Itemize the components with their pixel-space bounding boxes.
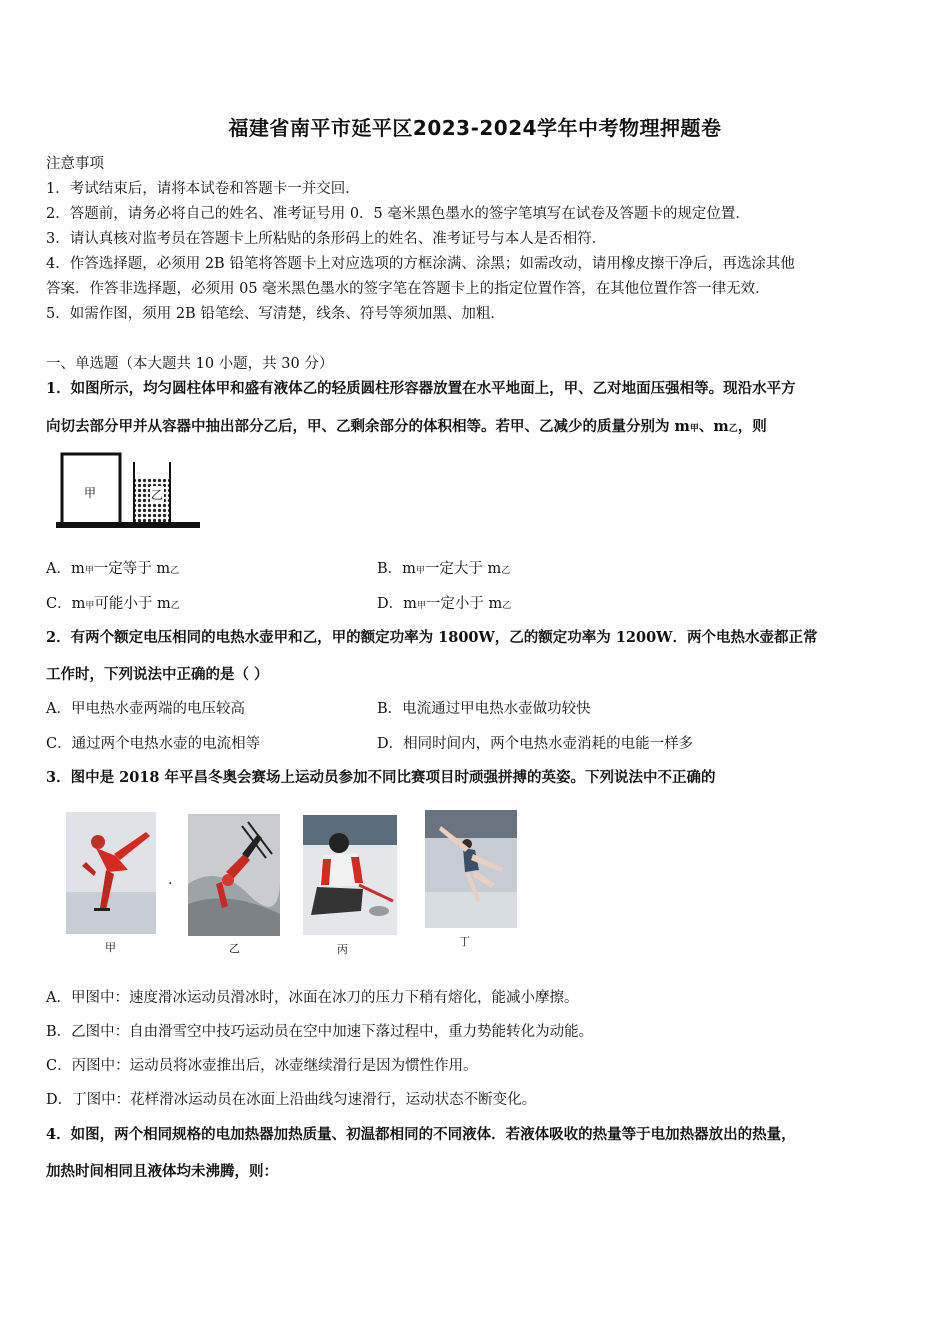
option-text: A．m xyxy=(46,561,85,577)
q2-option-d[interactable]: D．相同时间内，两个电热水壶消耗的电能一样多 xyxy=(377,736,694,752)
q3-option-d[interactable]: D．丁图中：花样滑冰运动员在冰面上沿曲线匀速滑行，运动状态不断变化。 xyxy=(46,1092,537,1108)
photo-aerial-skier xyxy=(188,814,280,936)
notice-item-5: 5．如需作图，须用 2B 铅笔绘、写清楚，线条、符号等须加黑、加粗． xyxy=(46,306,505,322)
subscript: 乙 xyxy=(501,566,511,576)
q1-option-c[interactable] xyxy=(46,592,180,613)
q2-stem-line1: 2．有两个额定电压相同的电热水壶甲和乙，甲的额定功率为 1800W，乙的额定功率为 1200W．两个电热水壶都正常 xyxy=(46,629,818,646)
option-text: 可能小于 m xyxy=(94,596,171,612)
subscript: 甲 xyxy=(85,601,95,611)
option-text: 一定小于 m xyxy=(425,596,503,612)
notice-item-3: 3．请认真核对监考员在答题卡上所粘贴的条形码上的姓名、准考证号与本人是否相符． xyxy=(46,231,607,247)
subscript: 乙 xyxy=(502,601,512,611)
q3-option-c[interactable]: C．丙图中：运动员将冰壶推出后，冰壶继续滑行是因为惯性作用。 xyxy=(46,1058,478,1074)
notice-item-2: 2．答题前，请务必将自己的姓名、准考证号用 0．5 毫米黑色墨水的签字笔填写在试卷及答题卡的规定位置． xyxy=(46,206,750,222)
q3-option-a[interactable]: A．甲图中：速度滑冰运动员滑冰时，冰面在冰刀的压力下稍有熔化，能减小摩擦。 xyxy=(46,990,579,1006)
subscript: 甲 xyxy=(689,424,699,434)
q1-stem-line2 xyxy=(46,415,767,436)
separator-dot: · xyxy=(168,876,173,892)
q2-option-a[interactable]: A．甲电热水壶两端的电压较高 xyxy=(46,701,245,717)
q2-stem-line2: 工作时，下列说法中正确的是（ ） xyxy=(46,666,269,683)
q3-option-b[interactable]: B．乙图中：自由滑雪空中技巧运动员在空中加速下落过程中，重力势能转化为动能。 xyxy=(46,1024,594,1040)
option-text: D．m xyxy=(377,596,417,612)
q1-stem-line1: 1．如图所示，均匀圆柱体甲和盛有液体乙的轻质圆柱形容器放置在水平地面上，甲、乙对地面压强相等。现沿水平方 xyxy=(46,380,796,397)
subscript: 乙 xyxy=(170,601,180,611)
option-text: B．m xyxy=(377,561,416,577)
photo-curling xyxy=(303,815,397,935)
q2-option-b[interactable]: B．电流通过甲电热水壶做功较快 xyxy=(377,701,591,717)
subscript: 乙 xyxy=(170,566,180,576)
option-text: 一定等于 m xyxy=(93,561,171,577)
notice-item-4-cont: 答案．作答非选择题，必须用 05 毫米黑色墨水的签字笔在答题卡上的指定位置作答，在其他位置作答一律无效． xyxy=(46,281,770,297)
photo-speed-skater xyxy=(66,812,156,934)
q1-option-d[interactable] xyxy=(377,592,511,613)
subscript: 甲 xyxy=(415,566,425,576)
photo-caption-ding: 丁 xyxy=(459,935,470,948)
ground xyxy=(56,522,200,528)
photo-figure-skater xyxy=(425,810,517,928)
subscript: 甲 xyxy=(416,601,426,611)
q4-stem-line2: 加热时间相同且液体均未沸腾，则： xyxy=(46,1163,278,1180)
fig-label-jia: 甲 xyxy=(84,486,97,500)
subscript: 乙 xyxy=(728,424,738,434)
option-text: 一定大于 m xyxy=(424,561,502,577)
notice-heading: 注意事项 xyxy=(46,156,104,172)
q1-option-b[interactable] xyxy=(377,557,510,578)
q1-cylinder-figure xyxy=(52,448,204,534)
q4-stem-line1: 4．如图，两个相同规格的电加热器加热质量、初温都相同的不同液体．若液体吸收的热量等于电加热器放出的热量， xyxy=(46,1126,796,1143)
q1-text: 、m xyxy=(698,418,729,435)
q2-option-c[interactable]: C．通过两个电热水壶的电流相等 xyxy=(46,736,261,752)
subscript: 甲 xyxy=(84,566,94,576)
option-text: C．m xyxy=(46,596,86,612)
notice-item-4: 4．作答选择题，必须用 2B 铅笔将答题卡上对应选项的方框涂满、涂黑；如需改动，请用橡皮擦干净后，再选涂其他 xyxy=(46,256,795,272)
q1-text: 向切去部分甲并从容器中抽出部分乙后，甲、乙剩余部分的体积相等。若甲、乙减少的质量分别为 m xyxy=(46,418,690,435)
fig-label-yi: 乙 xyxy=(151,488,164,502)
q1-text: ，则 xyxy=(737,418,767,435)
q3-stem-line1: 3．图中是 2018 年平昌冬奥会赛场上运动员参加不同比赛项目时顽强拼搏的英姿。下列说法中不正确的 xyxy=(46,769,716,786)
section-heading: 一、单选题（本大题共 10 小题，共 30 分） xyxy=(46,356,334,372)
photo-caption-jia: 甲 xyxy=(105,941,116,954)
notice-item-1: 1．考试结束后，请将本试卷和答题卡一并交回． xyxy=(46,181,360,197)
exam-title: 福建省南平市延平区2023-2024学年中考物理押题卷 xyxy=(228,116,722,140)
photo-caption-yi: 乙 xyxy=(229,942,240,955)
photo-caption-bing: 丙 xyxy=(337,943,348,956)
q1-option-a[interactable] xyxy=(46,557,179,578)
